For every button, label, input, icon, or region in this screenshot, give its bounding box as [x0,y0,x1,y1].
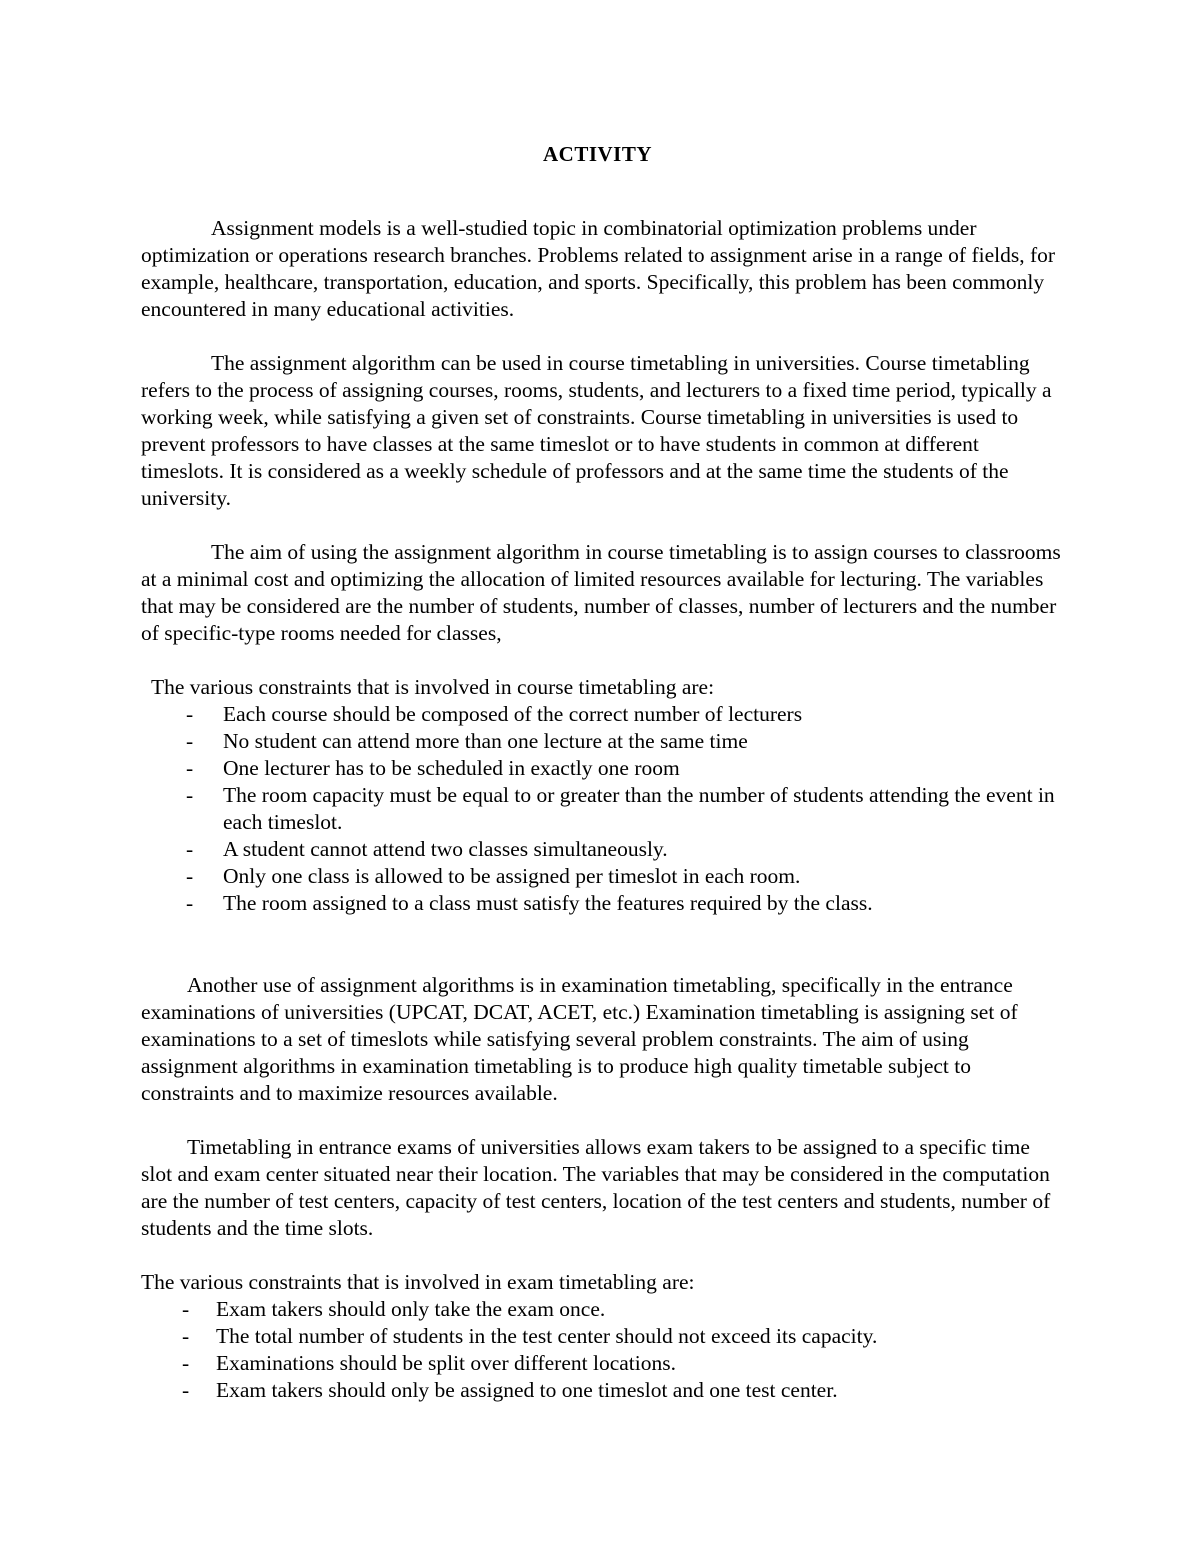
bullet-dash: - [186,891,194,915]
list-item [186,782,1066,836]
paragraph-entrance-exams: Timetabling in entrance exams of universities allows exam takers to be assigned to a specific time slot and exam center situated near their location. The variables that may be considered in the computation are the number of test centers, capacity of test centers, location of the test centers and students, number of students and the time slots. [141,1135,1051,1240]
paragraph-assignment-models: Assignment models is a well-studied topic in combinatorial optimization problems under optimization or operations research branches. Problems related to assignment arise in a range of fields, for example, healthcare, transportation, education, and sports. Specifically, this problem has been commonly encountered in many educational activities. [141,216,1056,321]
paragraph-aim-course-timetabling: The aim of using the assignment algorithm in course timetabling is to assign courses to classrooms at a minimal cost and optimizing the allocation of limited resources available for lecturing. The variables that may be considered are the number of students, number of classes, number of lecturers and the number of specific-type rooms needed for classes, [141,540,1061,645]
list-item-text: The room capacity must be equal to or greater than the number of students attending the event in each timeslot. [223,783,1055,834]
bullet-dash: - [186,864,194,888]
list-item-text: Exam takers should only be assigned to one timeslot and one test center. [216,1378,838,1402]
list-item [182,1377,1066,1404]
course-constraints-list [186,701,1066,917]
paragraph-course-timetabling: The assignment algorithm can be used in course timetabling in universities. Course timetabling refers to the process of assigning courses, rooms, students, and lecturers to a fixed time period, typically a working week, while satisfying a given set of constraints. Course timetabling in universities is used to prevent professors to have classes at the same timeslot or to have students in common at different timeslots. It is considered as a weekly schedule of professors and at the same time the students of the university. [141,351,1052,510]
list-item [186,701,1066,728]
paragraph-examination-timetabling: Another use of assignment algorithms is in examination timetabling, specifically in the entrance examinations of universities (UPCAT, DCAT, ACET, etc.) Examination timetabling is assigning set of examinations to a set of timeslots while satisfying several problem constraints. The aim of using assignment algorithms in examination timetabling is to produce high quality timetable subject to constraints and to maximize resources available. [141,973,1018,1105]
bullet-dash: - [182,1378,190,1402]
list-item [186,836,1066,863]
bullet-dash: - [186,729,194,753]
list-item-text: Exam takers should only take the exam once. [216,1297,606,1321]
list-item-text: The total number of students in the test center should not exceed its capacity. [216,1324,878,1348]
list-item-text: Examinations should be split over different locations. [216,1351,676,1375]
bullet-dash: - [186,702,194,726]
exam-constraints-list [182,1296,1066,1404]
list-item-text: One lecturer has to be scheduled in exactly one room [223,756,680,780]
list-item [186,890,1066,917]
course-constraints-intro: The various constraints that is involved in course timetabling are: [151,675,715,699]
bullet-dash: - [186,783,194,807]
list-item [186,728,1066,755]
bullet-dash: - [186,756,194,780]
list-item [182,1350,1066,1377]
bullet-dash: - [186,837,194,861]
page-title: ACTIVITY [542,142,653,166]
list-item-text: Each course should be composed of the correct number of lecturers [223,702,803,726]
list-item-text: Only one class is allowed to be assigned per timeslot in each room. [223,864,801,888]
list-item [182,1323,1066,1350]
exam-constraints-intro: The various constraints that is involved in exam timetabling are: [141,1270,695,1294]
list-item [186,863,1066,890]
list-item [186,755,1066,782]
bullet-dash: - [182,1351,190,1375]
list-item-text: The room assigned to a class must satisfy the features required by the class. [223,891,873,915]
list-item-text: No student can attend more than one lecture at the same time [223,729,748,753]
list-item [182,1296,1066,1323]
bullet-dash: - [182,1324,190,1348]
bullet-dash: - [182,1297,190,1321]
list-item-text: A student cannot attend two classes simultaneously. [223,837,668,861]
